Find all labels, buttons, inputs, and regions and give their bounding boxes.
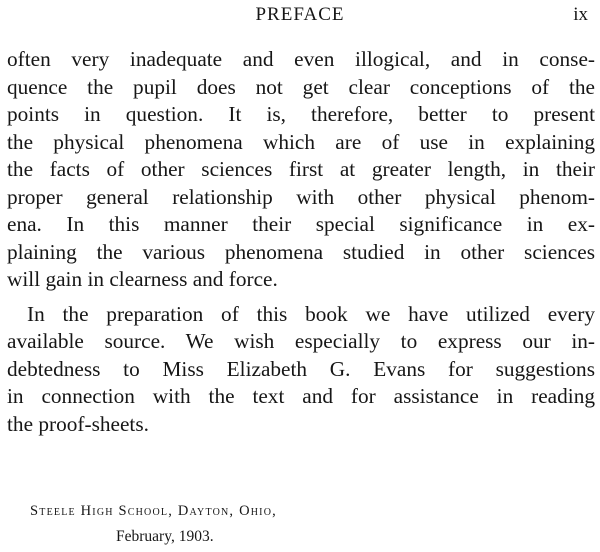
paragraph-2 xyxy=(7,301,595,439)
text-line: debtedness to Miss Elizabeth G. Evans for suggestions xyxy=(7,356,595,381)
signature-date: February, 1903. xyxy=(116,528,214,545)
body-text xyxy=(7,46,595,438)
running-head: PREFACE xyxy=(255,4,345,25)
text-line: ena. In this manner their special significance in ex- xyxy=(7,212,595,236)
text-line: available source. We wish especially to express our in- xyxy=(7,329,595,353)
page-header xyxy=(0,4,600,30)
text-line: plaining the various phenomena studied in other sciences xyxy=(7,239,595,264)
text-line: In the preparation of this book we have utilized every xyxy=(27,301,595,326)
paragraph-1 xyxy=(7,46,595,294)
text-line: the facts of other sciences first at greater length, in their xyxy=(7,157,595,181)
text-line: proper general relationship with other physical phenom- xyxy=(7,184,595,209)
text-line: will gain in clearness and force. xyxy=(7,267,278,291)
text-line: in connection with the text and for assistance in reading xyxy=(7,384,595,408)
text-line: the physical phenomena which are of use in explaining xyxy=(7,129,595,154)
text-line: often very inadequate and even illogical, and in conse- xyxy=(7,47,595,71)
text-line: the proof-sheets. xyxy=(7,411,149,436)
paragraph-spacer xyxy=(7,294,595,301)
text-line: points in question. It is, therefore, better to present xyxy=(7,102,595,126)
page-number: ix xyxy=(573,4,588,25)
text-line: quence the pupil does not get clear conceptions of the xyxy=(7,74,595,99)
signature-place: Steele High School, Dayton, Ohio, xyxy=(30,503,277,519)
